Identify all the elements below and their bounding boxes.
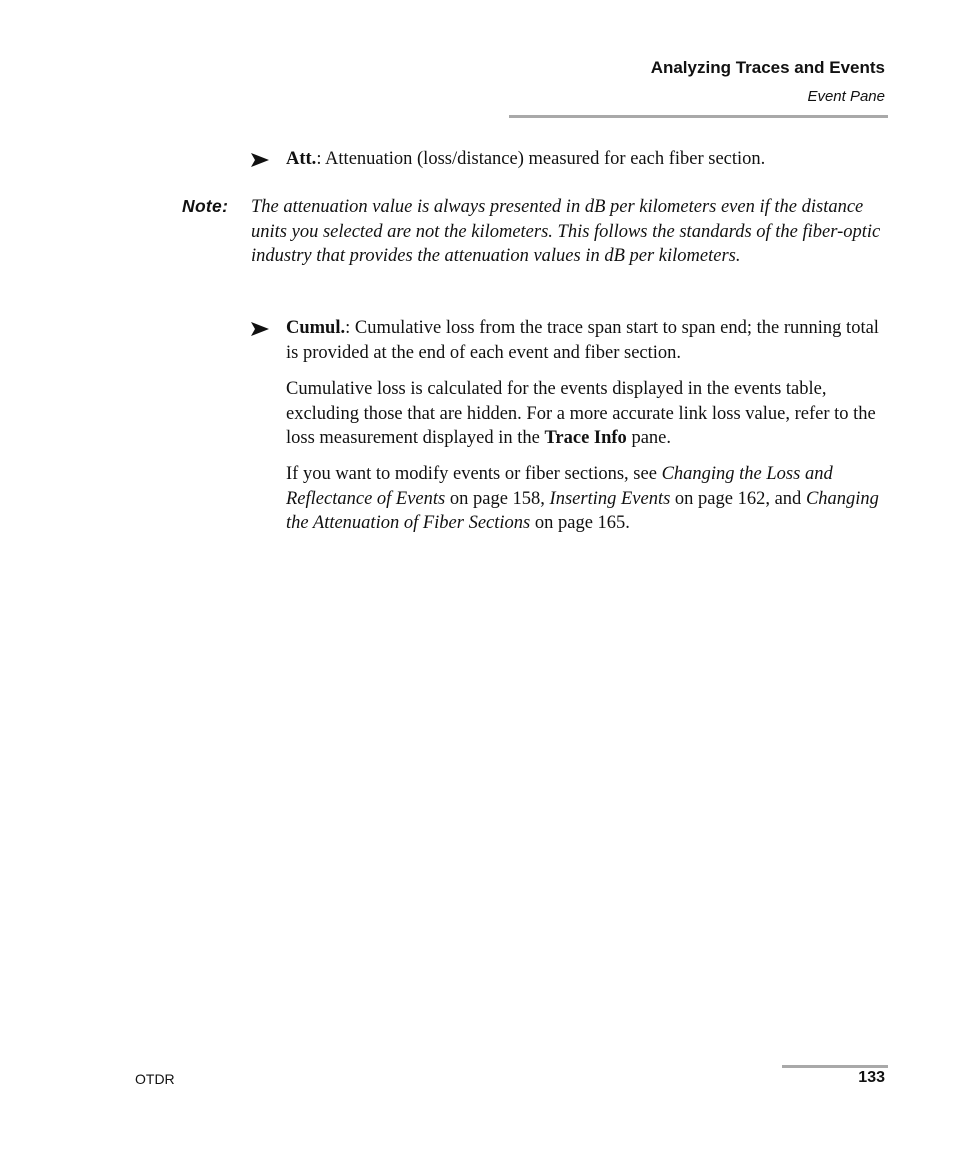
att-item [286, 147, 888, 172]
paragraph1-after: pane. [626, 428, 671, 448]
paragraph2-part1: If you want to modify events or fiber sections, see [286, 464, 662, 484]
att-term: Att. [286, 149, 317, 169]
att-text: : Attenuation (loss/distance) measured for each fiber section. [316, 149, 766, 169]
xref-inserting-events-link[interactable]: Inserting Events [549, 488, 671, 509]
note-label: Note: [182, 196, 229, 216]
footer-product-name: OTDR [135, 1071, 175, 1087]
xref-changing-loss-link[interactable]: Changing the Loss and Reflectance of Events [286, 464, 833, 509]
cross-reference-paragraph [286, 462, 888, 536]
header-rule [509, 115, 888, 118]
paragraph2-part2: on page 158, [445, 488, 550, 509]
arrow-bullet-icon [250, 151, 272, 171]
page-number: 133 [858, 1069, 885, 1086]
note-text: The attenuation value is always presented in dB per kilometers even if the distance units you selected are not the kilometers. This follows the standards of the fiber-optic industry that provides the attenuation values in dB per kilometers. [251, 197, 881, 266]
xref-changing-attenuation-link[interactable]: Changing the Attenuation of Fiber Sections [286, 488, 879, 533]
cumul-item [286, 316, 888, 365]
paragraph1-before: Cumulative loss is calculated for the events displayed in the events table, excluding those that are hidden. For a more accurate link loss value, refer to the loss measurement displayed in the [286, 379, 876, 448]
paragraph2-part4: on page 165. [530, 513, 630, 533]
trace-info-term: Trace Info [544, 428, 627, 448]
running-header-title: Analyzing Traces and Events [650, 58, 885, 77]
paragraph2-part3: on page 162, and [670, 488, 806, 509]
running-header-subtitle: Event Pane [807, 88, 885, 105]
cumulative-loss-paragraph [286, 377, 888, 451]
footer-rule [782, 1065, 888, 1068]
cumul-term: Cumul. [286, 318, 346, 338]
arrow-bullet-icon [250, 320, 272, 340]
cumul-text: : Cumulative loss from the trace span start to span end; the running total is provided at the end of each event and fiber section. [286, 318, 879, 363]
